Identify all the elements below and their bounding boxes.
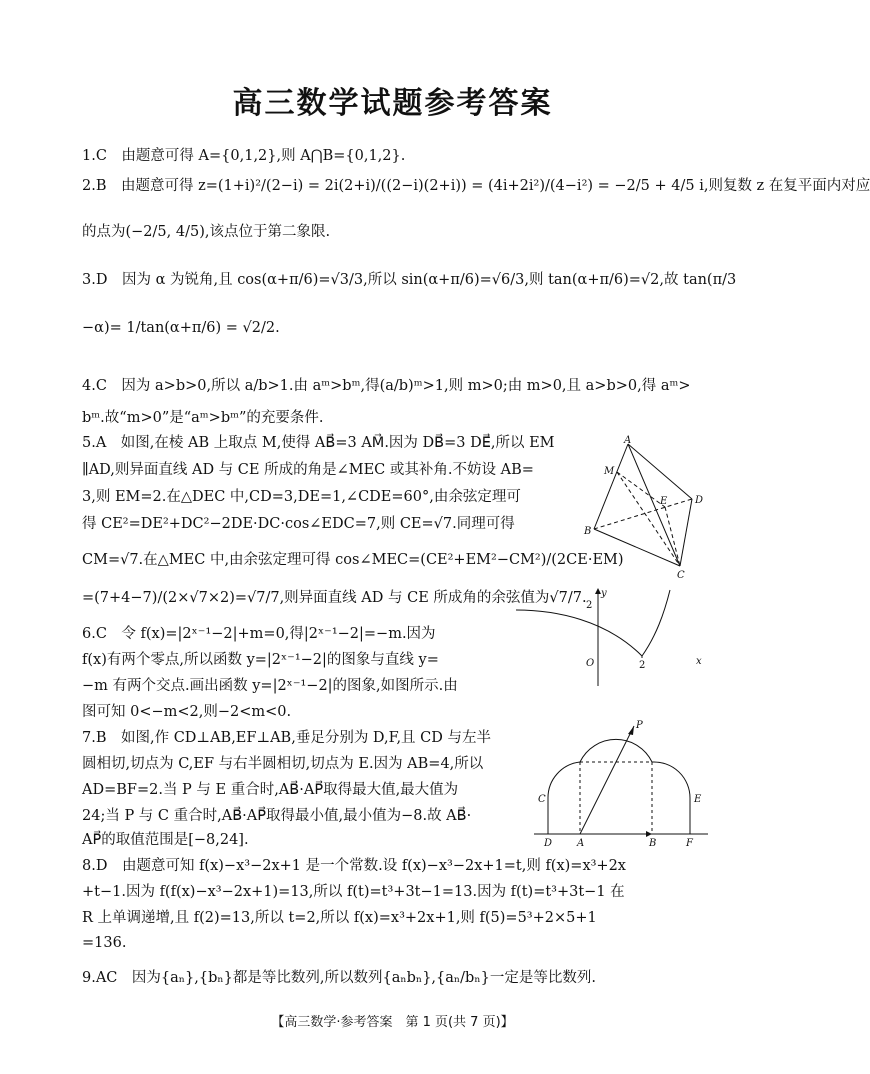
- answer-5-line-1: 5.A 如图,在棱 AB 上取点 M,使得 AB⃗=3 AM⃗.因为 DB⃗=3 DE⃗,所以 EM: [82, 435, 555, 451]
- label-B: B: [584, 526, 592, 537]
- answer-7-line-2: 圆相切,切点为 C,EF 与右半圆相切,切点为 E.因为 AB=4,所以: [82, 756, 484, 772]
- answer-3-line-1: 3.D 因为 α 为锐角,且 cos(α+π/6)=√3/3,所以 sin(α+π/6)=√6/3,则 tan(α+π/6)=√2,故 tan(π/3: [82, 272, 737, 288]
- origin-label: O: [586, 658, 595, 669]
- answer-3-line-2: −α)= 1/tan(α+π/6) = √2/2.: [82, 320, 280, 336]
- label-D: D: [544, 838, 553, 849]
- answer-7-line-5: AP⃗的取值范围是[−8,24].: [82, 832, 249, 848]
- axis-x-label: x: [696, 656, 702, 667]
- answer-6-line-2: f(x)有两个零点,所以函数 y=|2ˣ⁻¹−2|的图象与直线 y=: [82, 652, 439, 668]
- label-D: D: [695, 495, 704, 506]
- answer-2-line-1: 2.B 由题意可得 z=(1+i)²/(2−i) = 2i(2+i)/((2−i)(2+i)) = (4i+2i²)/(4−i²) = −2/5 + 4/5 i,则复数 z 在复平面内对应: [82, 178, 870, 194]
- answer-2-line-2: 的点为(−2/5, 4/5),该点位于第二象限.: [82, 224, 331, 240]
- tick-y-2: 2: [586, 600, 593, 611]
- answer-8-line-4: =136.: [82, 935, 127, 951]
- label-C: C: [677, 570, 685, 581]
- axis-y-label: y: [601, 588, 607, 599]
- page-title: 高三数学试题参考答案: [232, 86, 553, 121]
- page-footer: 【高三数学·参考答案 第 1 页(共 7 页)】: [271, 1015, 514, 1030]
- function-graph-figure: [516, 586, 706, 690]
- label-M: M: [604, 466, 615, 477]
- answer-5-line-6: =(7+4−7)/(2×√7×2)=√7/7,则异面直线 AD 与 CE 所成角的余弦值为√7/7.: [82, 590, 587, 606]
- answer-8-line-3: R 上单调递增,且 f(2)=13,所以 t=2,所以 f(x)=x³+2x+1,则 f(5)=5³+2×5+1: [82, 910, 597, 926]
- tick-x-2: 2: [639, 660, 646, 671]
- answer-5-line-2: ∥AD,则异面直线 AD 与 CE 所成的角是∠MEC 或其补角.不妨设 AB=: [82, 462, 534, 478]
- label-B: B: [649, 838, 657, 849]
- label-E: E: [694, 794, 702, 805]
- answer-5-line-5: CM=√7.在△MEC 中,由余弦定理可得 cos∠MEC=(CE²+EM²−CM²)/(2CE·EM): [82, 552, 624, 568]
- answer-4-line-1: 4.C 因为 a>b>0,所以 a/b>1.由 aᵐ>bᵐ,得(a/b)ᵐ>1,则 m>0;由 m>0,且 a>b>0,得 aᵐ>: [82, 378, 691, 394]
- semicircle-figure: [534, 716, 710, 850]
- answer-1: 1.C 由题意可得 A={0,1,2},则 A⋂B={0,1,2}.: [82, 148, 406, 164]
- label-A: A: [624, 435, 632, 446]
- answer-6-line-3: −m 有两个交点.画出函数 y=|2ˣ⁻¹−2|的图象,如图所示.由: [82, 678, 458, 694]
- label-F: F: [686, 838, 693, 849]
- answer-9: 9.AC 因为{aₙ},{bₙ}都是等比数列,所以数列{aₙbₙ},{aₙ/bₙ}一定是等比数列.: [82, 970, 596, 986]
- label-P: P: [636, 720, 643, 731]
- answer-6-line-4: 图可知 0<−m<2,则−2<m<0.: [82, 704, 292, 720]
- answer-8-line-2: +t−1.因为 f(f(x)−x³−2x+1)=13,所以 f(t)=t³+3t−1=13.因为 f(t)=t³+3t−1 在: [82, 884, 625, 900]
- answer-7-line-4: 24;当 P 与 C 重合时,AB⃗·AP⃗取得最小值,最小值为−8.故 AB⃗·: [82, 808, 472, 824]
- label-C: C: [538, 794, 546, 805]
- answer-5-line-4: 得 CE²=DE²+DC²−2DE·DC·cos∠EDC=7,则 CE=√7.同理可得: [82, 516, 515, 532]
- answer-5-line-3: 3,则 EM=2.在△DEC 中,CD=3,DE=1,∠CDE=60°,由余弦定理可: [82, 489, 521, 505]
- tetrahedron-figure: [580, 434, 710, 584]
- label-A: A: [577, 838, 585, 849]
- answer-7-line-3: AD=BF=2.当 P 与 E 重合时,AB⃗·AP⃗取得最大值,最大值为: [82, 782, 459, 798]
- answer-4-line-2: bᵐ.故“m>0”是“aᵐ>bᵐ”的充要条件.: [82, 410, 324, 426]
- answer-7-line-1: 7.B 如图,作 CD⊥AB,EF⊥AB,垂足分别为 D,F,且 CD 与左半: [82, 730, 491, 746]
- answer-8-line-1: 8.D 由题意可知 f(x)−x³−2x+1 是一个常数.设 f(x)−x³−2x+1=t,则 f(x)=x³+2x: [82, 858, 626, 874]
- label-E: E: [660, 496, 668, 507]
- answer-6-line-1: 6.C 令 f(x)=|2ˣ⁻¹−2|+m=0,得|2ˣ⁻¹−2|=−m.因为: [82, 626, 436, 642]
